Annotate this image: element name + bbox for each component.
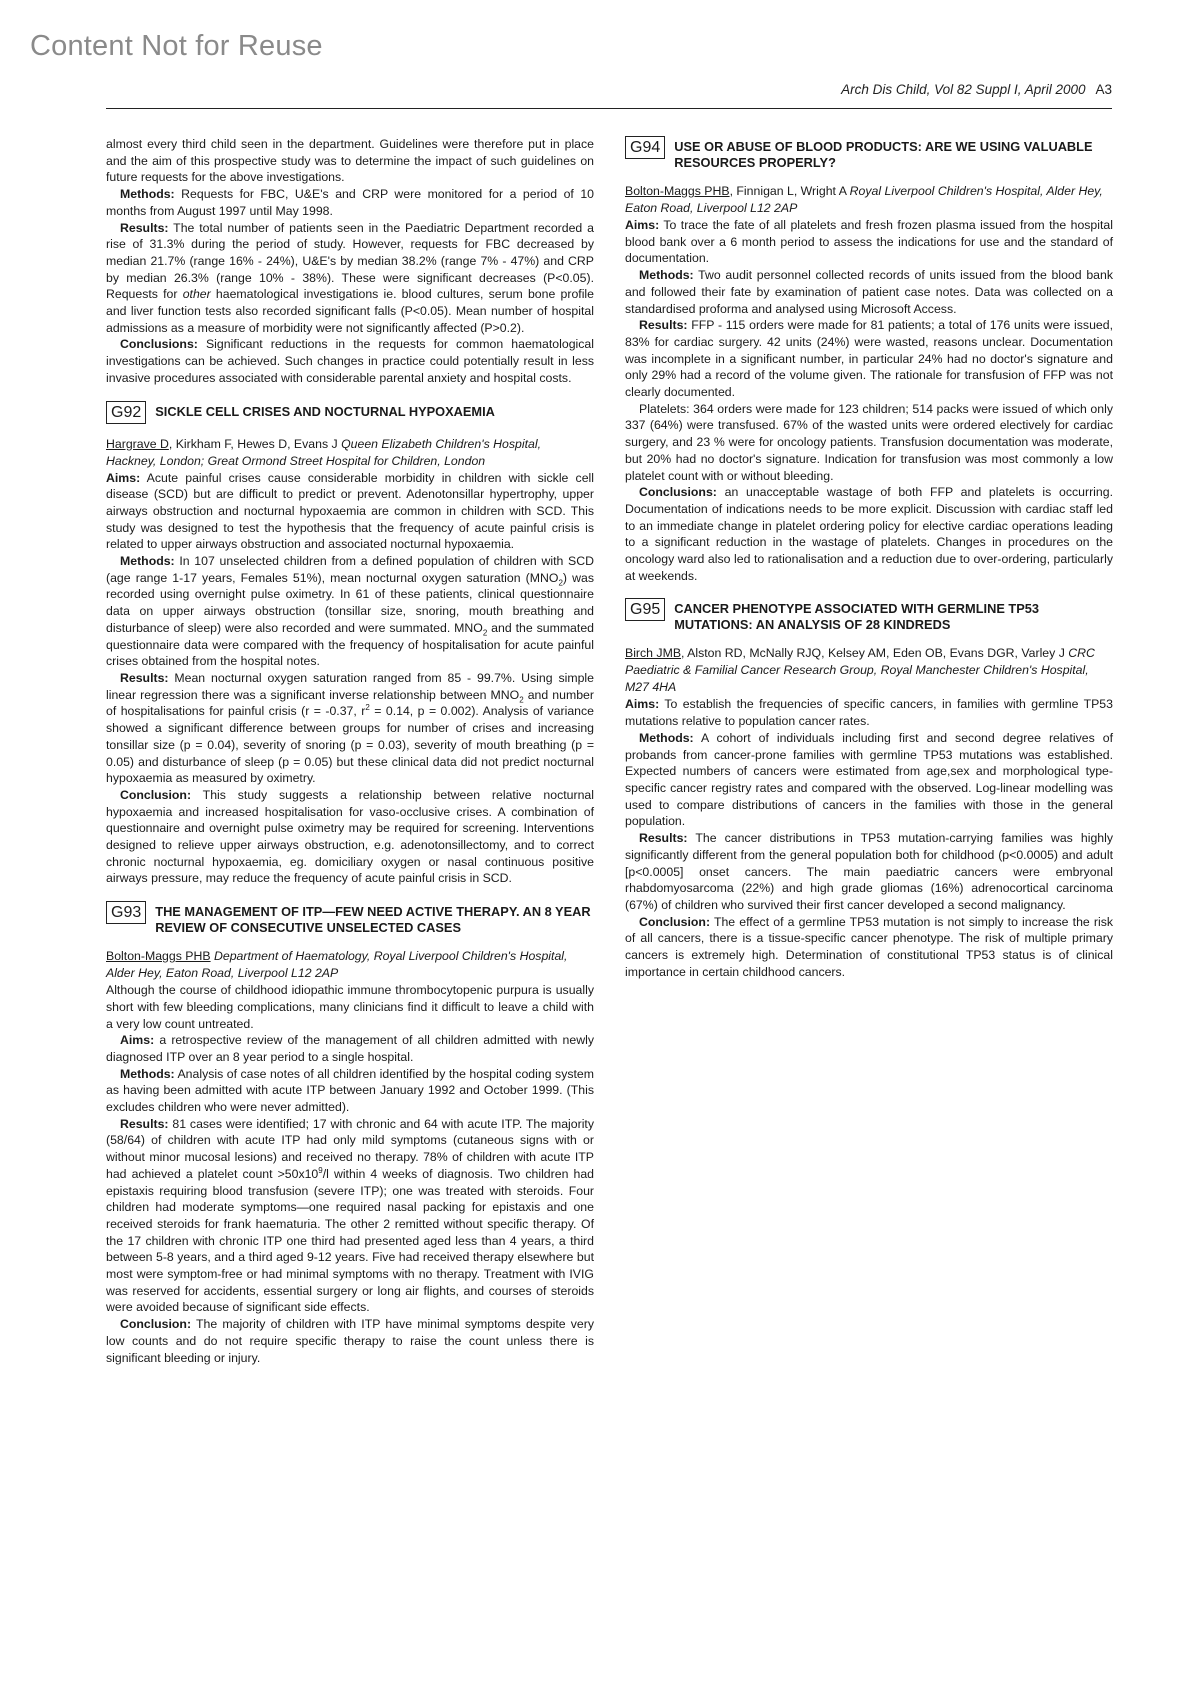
affiliation: Department of Haematology, Royal Liverpool Children's Hospital, Alder Hey, Eaton Road, Liverpool L12 2AP xyxy=(106,949,568,981)
methods-text: Analysis of case notes of all children identified by the hospital coding system as having been admitted with acute ITP between January 1992 and October 1999. (This excludes children who were never admitted). xyxy=(106,1066,594,1115)
lead-author: Bolton-Maggs PHB xyxy=(625,184,730,198)
results-text-end: = 0.14, p = 0.002). Analysis of variance showed a significant difference between groups for number of crises and increasing tonsillar size (p = 0.04), severity of snoring (p = 0.03), severity of mouth breathing (p = 0.05) and disturbance of sleep (p = 0.05) but these clinical data did not predict nocturnal hypoxaemia as measured by oximetry. xyxy=(106,704,595,786)
abstract-id: G93 xyxy=(106,901,146,924)
conclusion-label: Conclusion: xyxy=(120,787,192,802)
journal-citation: Arch Dis Child, Vol 82 Suppl I, April 2000 xyxy=(841,82,1086,97)
aims xyxy=(106,470,594,554)
methods-label: Methods: xyxy=(120,1066,175,1081)
methods xyxy=(625,730,1113,830)
aims xyxy=(625,696,1113,729)
aims-label: Aims: xyxy=(625,697,660,712)
abstract-title: SICKLE CELL CRISES AND NOCTURNAL HYPOXAEMIA xyxy=(155,403,495,419)
results-label: Results: xyxy=(120,670,169,685)
conclusion-label: Conclusion: xyxy=(120,1317,192,1332)
abstract-g94 xyxy=(625,136,1113,584)
results-text: 81 cases were identified; 17 with chronic and 64 with acute ITP. The majority (58/64) of children with acute ITP had only mild symptoms (cutaneous signs with or without minor mucosal lesions) and received no therapy. 78% of children with acute ITP had achieved a platelet count >50x10 xyxy=(106,1116,594,1181)
methods xyxy=(106,553,594,670)
conclusion-text: The effect of a germline TP53 mutation is not simply to increase the risk of all cancers, there is a tissue-specific cancer phenotype. The risk of multiple primary cancers is extremely high. Determination of constitutional TP53 status is of clinical importance in certain childhood cancers. xyxy=(625,914,1113,979)
conclusions xyxy=(625,484,1113,584)
continued-intro: almost every third child seen in the department. Guidelines were therefore put in place and the aim of this prospective study was to determine the impact of such guidelines on future requests for the above investigations. xyxy=(106,137,594,185)
abstract-heading xyxy=(106,901,594,936)
methods-label: Methods: xyxy=(120,554,175,569)
page-number: A3 xyxy=(1095,82,1112,97)
abstract-heading xyxy=(625,598,1113,633)
methods-label: Methods: xyxy=(639,730,694,745)
conclusions-label: Conclusions: xyxy=(639,485,717,500)
running-head xyxy=(841,82,1112,97)
results-text-cont: haematological investigations ie. blood cultures, serum bone profile and liver function tests also recorded significant falls (P<0.05). Mean number of hospital admissions as a measure of morbidity were not significantly affected (P>0.2). xyxy=(106,287,594,335)
abstract-id: G92 xyxy=(106,401,146,424)
co-authors: , Kirkham F, Hewes D, Evans J xyxy=(168,436,342,451)
lead-author: Bolton-Maggs PHB xyxy=(106,949,211,964)
author-line xyxy=(625,183,1113,217)
co-authors: , Alston RD, McNally RJQ, Kelsey AM, Eden OB, Evans DGR, Varley J xyxy=(681,646,1069,661)
superscript: 2 xyxy=(365,703,370,713)
abstract-title: CANCER PHENOTYPE ASSOCIATED WITH GERMLINE TP53 MUTATIONS: AN ANALYSIS OF 28 KINDREDS xyxy=(674,601,1039,633)
methods-text-end: and the summated questionnaire data were compared with the frequency of hospitalisation for acute painful crises obtained from the hospital notes. xyxy=(106,620,594,669)
lead-author: Hargrave D xyxy=(106,436,169,451)
continued-results xyxy=(106,220,594,337)
results xyxy=(625,317,1113,401)
conclusions-label: Conclusions: xyxy=(120,337,198,352)
methods-text: Two audit personnel collected records of units issued from the blood bank and followed their fate by examination of patient case notes. Data was collected on a standardised proforma and analysed using Microsoft Access. xyxy=(625,268,1113,316)
conclusion-text: The majority of children with ITP have minimal symptoms despite very low counts and do not require specific therapy to raise the count unless there is significant bleeding or injury. xyxy=(106,1317,594,1365)
results-text: Mean nocturnal oxygen saturation ranged from 85 - 99.7%. Using simple linear regression there was a significant inverse relationship between MNO xyxy=(106,670,594,702)
conclusions-text: an unacceptable wastage of both FFP and platelets is occurring. Documentation of indications needs to be more explicit. Discussion with cardiac staff led to an immediate change in platelet ordering policy for elective cardiac operations leading to a significant reduction in the wastage of platelets. Changes in procedures on the oncology ward also led to rationalisation and a reduction due to over-ordering, particularly at weekends. xyxy=(625,485,1113,583)
conclusions-text: Significant reductions in the requests for common haematological investigations can be achieved. Such changes in practice could potentially result in less invasive procedures associated with considerable parental anxiety and hospital costs. xyxy=(106,337,594,385)
affiliation: Queen Elizabeth Children's Hospital, Hackney, London; Great Ormond Street Hospital for Children, London xyxy=(106,436,541,468)
methods xyxy=(625,267,1113,317)
aims-label: Aims: xyxy=(106,470,141,485)
author-line xyxy=(625,645,1113,696)
conclusion-label: Conclusion: xyxy=(639,914,711,929)
superscript: 9 xyxy=(318,1165,323,1175)
results-text: The cancer distributions in TP53 mutation-carrying families was highly significantly different from the general population both for childhood (p<0.0005) and adult [p<0.0005] onset cancers. The main paediatric cancers were embryonal rhabdomyosarcoma (22%) and high grade gliomas (16%) adrenocortical carcinoma (67%) of children who survived their first cancer developed a second malignancy. xyxy=(625,831,1113,912)
continued-abstract xyxy=(106,136,594,387)
author-line xyxy=(106,436,594,470)
aims-label: Aims: xyxy=(120,1033,155,1048)
methods-text-cont: ) was recorded using overnight pulse oximetry. In 61 of these patients, clinical questionnaire data on upper airways obstruction (tonsillar size, snoring, mouth breathing and disturbance of sleep) were also recorded and were summated. MNO xyxy=(106,570,594,635)
abstract-id: G94 xyxy=(625,136,665,159)
results-label: Results: xyxy=(639,831,688,846)
conclusion xyxy=(106,787,594,887)
results-label: Results: xyxy=(120,1116,169,1131)
methods-text: In 107 unselected children from a defined population of children with SCD (age range 1-17 years, Females 51%), mean nocturnal oxygen saturation (MNO xyxy=(106,554,594,585)
abstract-g92 xyxy=(106,401,594,888)
abstract-g95 xyxy=(625,598,1113,980)
conclusion-text: This study suggests a relationship between relative nocturnal hypoxaemia and increased hospitalisation for vaso-occlusive crises. A combination of questionnaire and overnight pulse oximetry may be required for screening. Interventions designed to relieve upper airways obstruction, e.g. adenotonsillectomy, and to correct chronic nocturnal hypoxaemia, eg. domiciliary oxygen or nasal continuous positive airways pressure, may reduce the frequency of acute painful crisis in SCD. xyxy=(106,787,594,886)
conclusion xyxy=(625,914,1113,981)
aims-label: Aims: xyxy=(625,218,660,232)
continued-methods xyxy=(106,186,594,219)
results-text: FFP - 115 orders were made for 81 patients; a total of 176 units were issued, 83% for cardiac surgery. 42 units (24%) were wasted, reasons unclear. Documentation was incomplete in a significant number, in particular 24% had no doctor's signature and only 29% had a record of the volume given. The rationale for transfusion of FFP was not clearly documented. xyxy=(625,318,1113,400)
author-line xyxy=(106,948,594,982)
aims-text: a retrospective review of the management of all children admitted with newly diagnosed ITP over an 8 year period to a single hospital. xyxy=(106,1033,594,1064)
affiliation: Royal Liverpool Children's Hospital, Alder Hey, Eaton Road, Liverpool L12 2AP xyxy=(625,184,1103,215)
results xyxy=(625,830,1113,914)
aims-text: Acute painful crises cause considerable morbidity in children with sickle cell disease (SCD) but are difficult to predict or prevent. Adenotonsillar hypertrophy, upper airways obstruction and nocturnal hypoxaemia are common in children with SCD. This study was designed to test the hypothesis that the frequency of acute painful crisis is related to upper airways obstruction and associated nocturnal hypoxaemia. xyxy=(106,470,594,552)
methods-label: Methods: xyxy=(120,187,175,202)
affiliation: CRC Paediatric & Familial Cancer Research Group, Royal Manchester Children's Hospital, M27 4HA xyxy=(625,646,1095,695)
co-authors: , Finnigan L, Wright A xyxy=(729,184,850,198)
results xyxy=(106,1116,594,1316)
platelets-results: Platelets: 364 orders were made for 123 children; 514 packs were issued of which only 337 (64%) were transfused. 67% of the wasted units were ordered electively for cardiac surgery, and 23 % were for oncology patients. Transfusion documentation was moderate, but 20% had no doctor's signature. Indication for transfusion was most commonly a low platelet count with or without bleeding. xyxy=(625,401,1113,483)
aims-text: To trace the fate of all platelets and fresh frozen plasma issued from the hospital blood bank over a 6 month period to assess the indications for use and the standard of documentation. xyxy=(625,218,1113,266)
conclusion xyxy=(106,1316,594,1366)
aims xyxy=(106,1032,594,1065)
subscript: 2 xyxy=(519,695,524,705)
continued-conclusions xyxy=(106,336,594,386)
abstract-heading xyxy=(625,136,1113,171)
watermark: Content Not for Reuse xyxy=(30,30,323,62)
methods-text: Requests for FBC, U&E's and CRP were monitored for a period of 10 months from August 1997 until May 1998. xyxy=(106,187,594,218)
intro: Although the course of childhood idiopathic immune thrombocytopenic purpura is usually short with few bleeding complications, many clinicians find it difficult to leave a child with a very low count untreated. xyxy=(106,983,594,1031)
abstract-g93 xyxy=(106,901,594,1366)
aims-text: To establish the frequencies of specific cancers, in families with germline TP53 mutations relative to population cancer rates. xyxy=(625,697,1113,729)
results-text-cont: /l within 4 weeks of diagnosis. Two children had epistaxis requiring blood transfusion (severe ITP); one was treated with steroids. Four children had moderate symptoms—one required nasal packing for epistaxis and one received steroids for frank haematuria. The other 2 remitted without specific therapy. Of the 17 children with chronic ITP one third had presented aged less than 4 years, a third between 5-8 years, and a third aged 9-12 years. Five had received therapy elsewhere but most were symptom-free or had minimal symptoms with no therapy. Treatment with IVIG was reserved for accidents, essential surgery or long air flights, and courses of steroids were avoided because of significant side effects. xyxy=(106,1166,594,1315)
results-emphasis: other xyxy=(182,287,211,302)
abstract-title: USE OR ABUSE OF BLOOD PRODUCTS: ARE WE USING VALUABLE RESOURCES PROPERLY? xyxy=(674,139,1093,170)
header-rule xyxy=(106,108,1112,109)
results-text: The total number of patients seen in the Paediatric Department recorded a rise of 31.3% during the period of study. However, requests for FBC decreased by median 21.7% (range 16% - 24%), U&E's by median 38.2% (range 7% - 47%) and CRP by median 26.3% (range 10% - 38%). These were significant decreases (P<0.05). Requests for xyxy=(106,220,594,302)
subscript: 2 xyxy=(482,628,488,638)
methods xyxy=(106,1066,594,1116)
aims xyxy=(625,217,1113,267)
left-column xyxy=(106,136,594,1366)
abstract-title: THE MANAGEMENT OF ITP—FEW NEED ACTIVE THERAPY. AN 8 YEAR REVIEW OF CONSECUTIVE UNSELECTED CASES xyxy=(155,904,591,936)
results-label: Results: xyxy=(120,220,169,235)
right-column xyxy=(625,136,1113,980)
subscript: 2 xyxy=(558,578,563,588)
results-label: Results: xyxy=(639,318,688,333)
results xyxy=(106,670,594,787)
results-text-cont: and number of hospitalisations for painful crisis (r = -0.37, r xyxy=(106,687,594,719)
lead-author: Birch JMB xyxy=(625,646,682,661)
methods-label: Methods: xyxy=(639,268,694,283)
abstract-id: G95 xyxy=(625,598,665,621)
methods-text: A cohort of individuals including first and second degree relatives of probands from cancer-prone families with germline TP53 mutations was established. Expected numbers of cancers were estimated from age,sex and morphological type-specific cancer registry rates and compared with the observed. Log-linear modelling was used to compare distributions of cancers in the families with those in the general population. xyxy=(625,730,1113,829)
abstract-heading xyxy=(106,401,594,424)
